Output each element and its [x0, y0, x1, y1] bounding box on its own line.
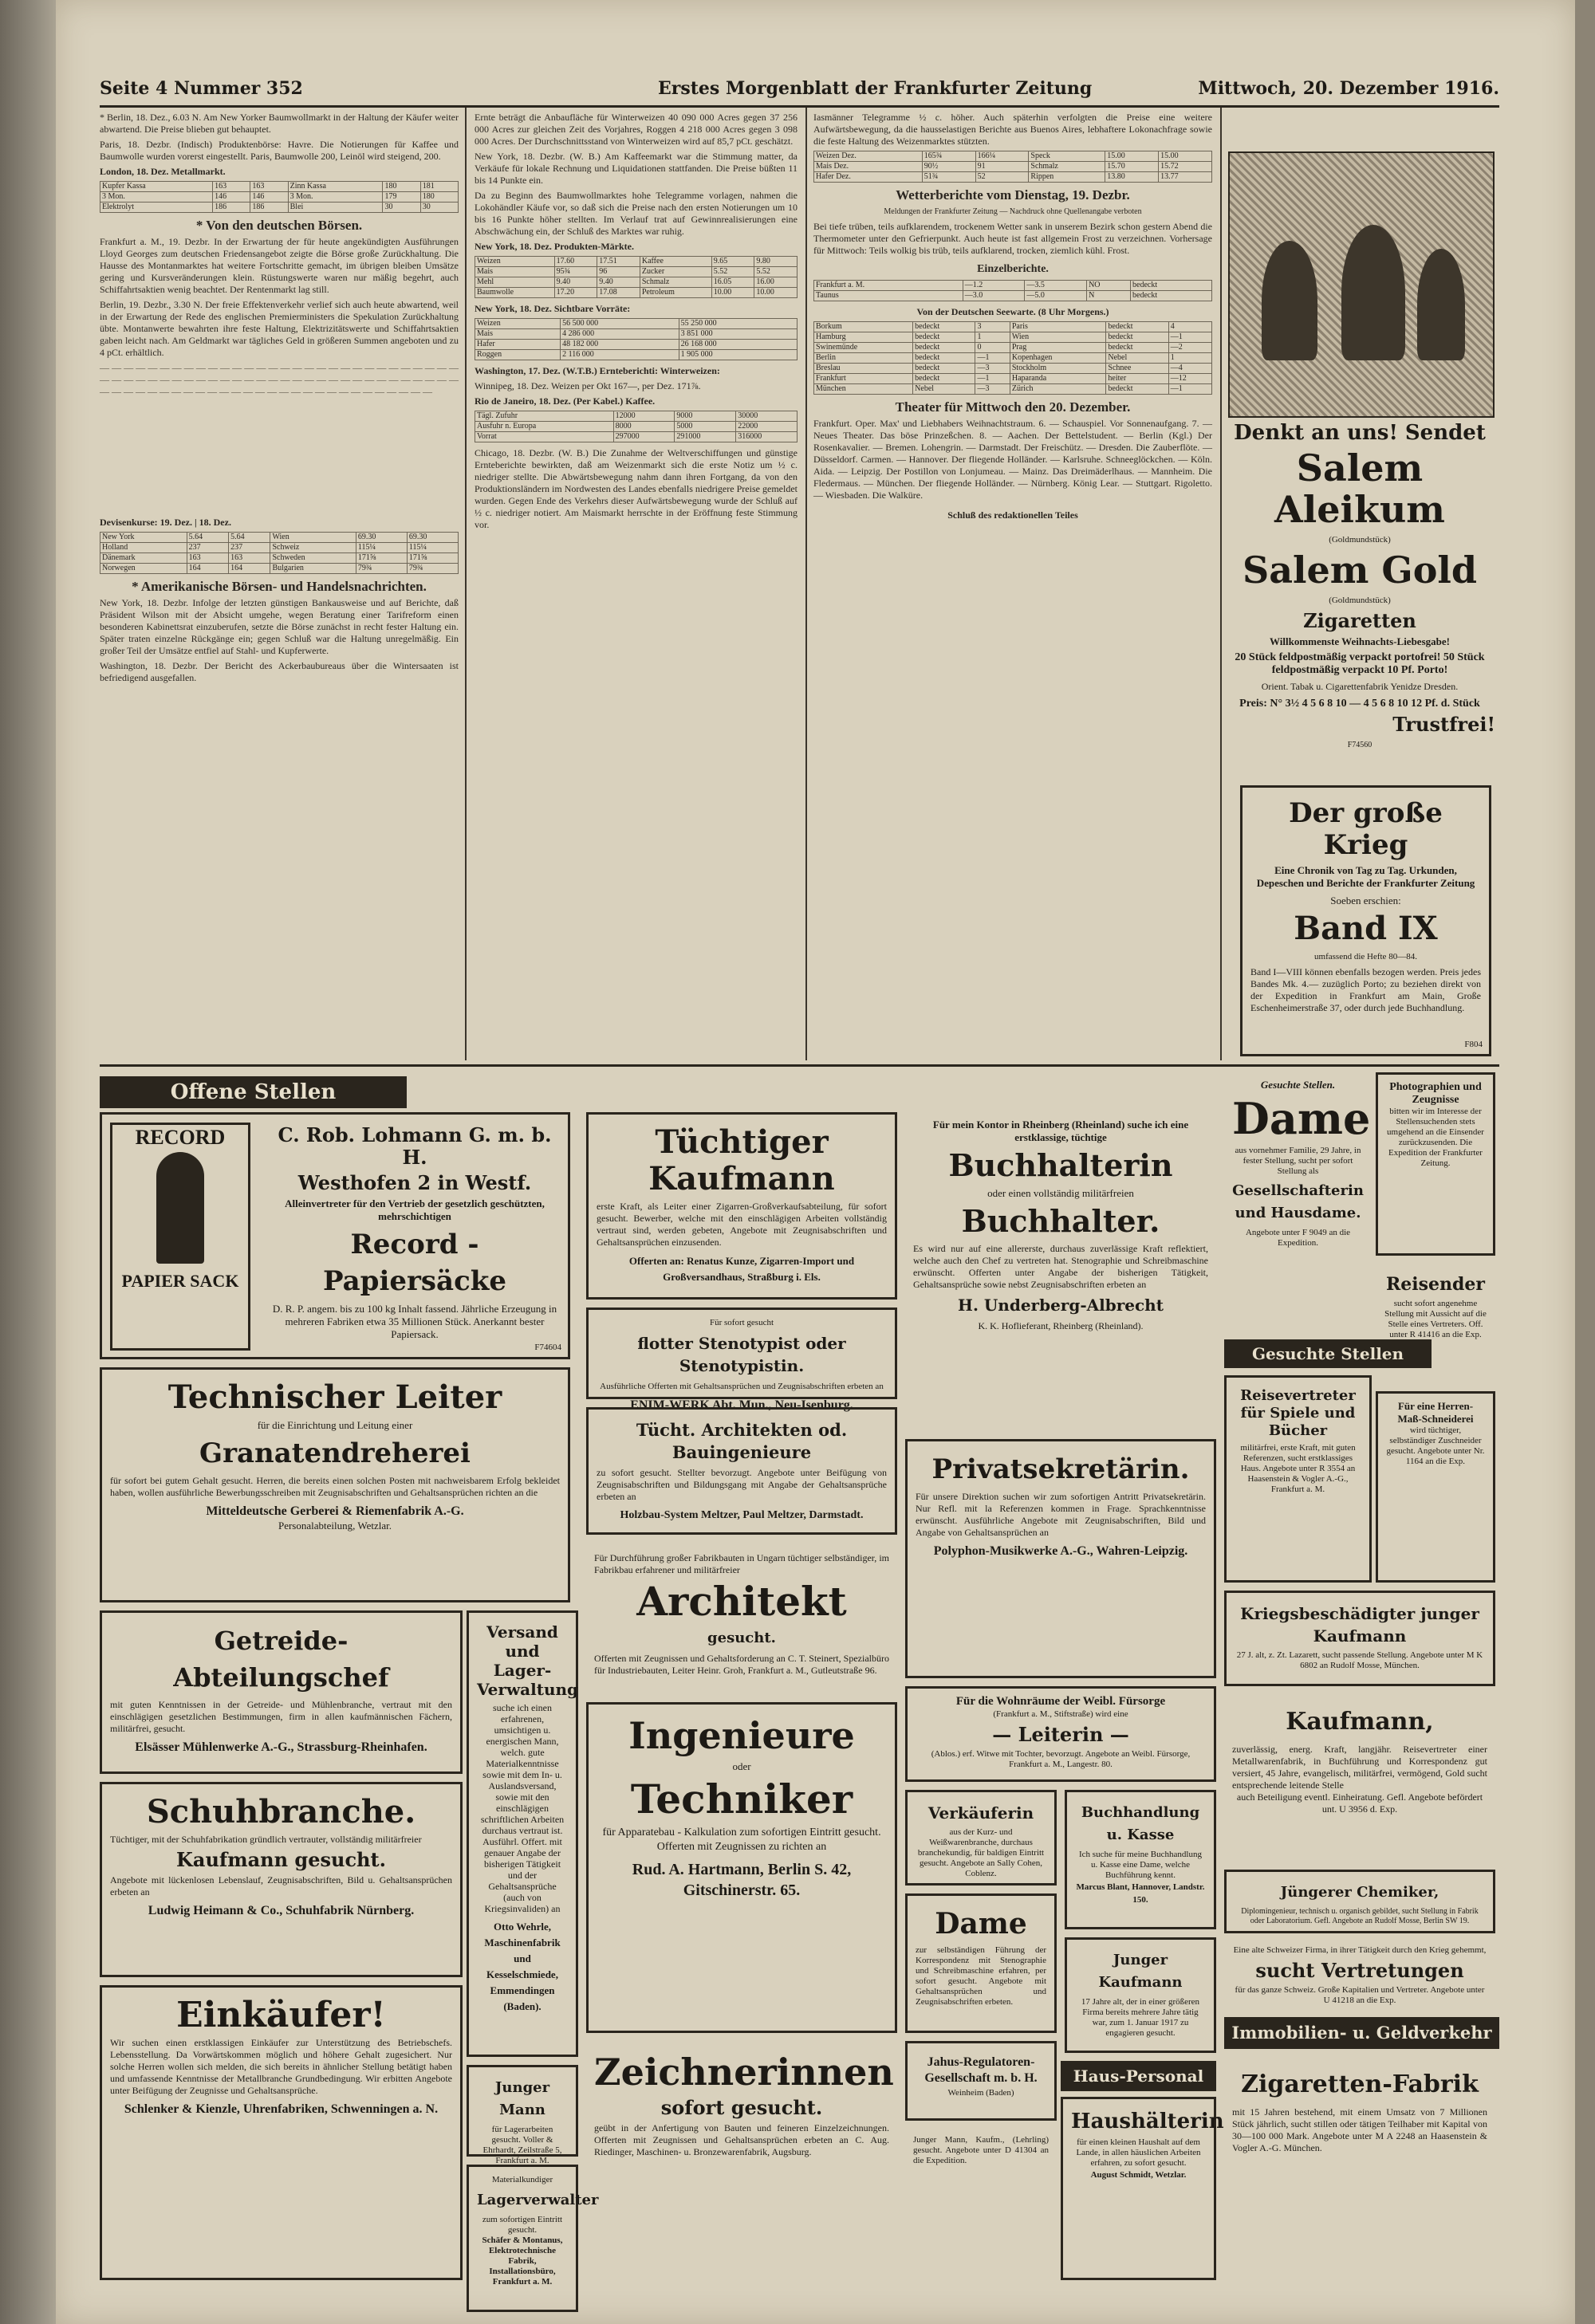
rio-heading: Rio de Janeiro, 18. Dez. (Per Kabel.) Kaffee.: [475, 395, 656, 407]
tech-leiter-big: Granatendreherei: [199, 1437, 471, 1469]
column-commodities: [475, 112, 798, 1060]
ad-einkaeufer: [100, 1985, 463, 2280]
salem-brand-2: Salem Gold: [1242, 549, 1478, 592]
filler-text: — — — — — — — — — — — — — — — — — — — — — — — — — — — — — — — — — — — — — — — — — — — — — — — — — — — — — — — — — — — — — — — — — — — — — — — — — — — — — — — — — — — — — — — —: [100, 362, 459, 397]
ingenieure-firm: Rud. A. Hartmann, Berlin S. 42, Gitschinerstr. 65.: [632, 1861, 852, 1899]
column-rule: [465, 108, 467, 1060]
buchh-title: Buchhalterin: [948, 1147, 1173, 1183]
lagerverw-text: zum sofortigen Eintritt gesucht.: [482, 2215, 563, 2235]
zigaretten-text: mit 15 Jahren bestehend, mit einem Umsatz von 7 Millionen Stück jährlich, sucht stillen oder tätigen Teilhaber mit Kapital von 30—100 000 Mark. Angebote unter M A 2248 an Haasenstein & Vogler A.-G. München.: [1232, 2106, 1487, 2153]
tech-leiter-firm: Mitteldeutsche Gerberei & Riemenfabrik A.-G.: [206, 1504, 464, 1518]
tech-leiter-title: Technischer Leiter: [167, 1378, 502, 1416]
record-firm: C. Rob. Lohmann G. m. b. H.: [278, 1123, 552, 1169]
kaufmann-right-text2: auch Beteiligung eventl. Einheiratung. Gefl. Angebote befördert unt. U 3956 d. Exp.: [1236, 1791, 1483, 1815]
tuechtiger-text: erste Kraft, als Leiter einer Zigarren-Großverkaufsabteilung, für sofort gesucht. Bewerber, welche mit den einschlägigen Arbeiten vollständig vertraut sind, werden gebeten, Angebote mit Zeugnisabschriften und Gehaltsansprüchen einzusenden.: [597, 1201, 887, 1248]
article-paris: Paris, 18. Dezbr. (Indisch) Produktenbörse: Havre. Die Notierungen für Kaffee und Baumwolle wurden vorerst eingestellt. Paris, Baumwolle 200, Leinöl wird steigend, 200.: [100, 139, 459, 162]
einkaeufer-title: Einkäufer!: [176, 1995, 386, 2035]
schuh-text: Tüchtiger, mit der Schuhfabrikation gründlich vertrauter, vollständig militärfreier: [110, 1834, 422, 1845]
chemiker-text: Diplomingenieur, technisch u. organisch gebildet, sucht Stellung in Fabrik oder Laboratorium. Gefl. Angebote an Rudolf Mosse, Berlin SW 19.: [1241, 1907, 1479, 1925]
buchhandlung-title: Buchhandlung u. Kasse: [1081, 1804, 1200, 1843]
ad-herrenmass: [1376, 1391, 1495, 1583]
dame-right-text: aus vornehmer Familie, 29 Jahre, in fester Stellung, sucht per sofort Stellung als: [1235, 1146, 1361, 1176]
vertretungen-title: sucht Vertretungen: [1255, 1959, 1464, 1982]
krieg-info: umfassend die Hefte 80—84.: [1314, 952, 1417, 961]
tuechtiger-firm: Offerten an: Renatus Kunze, Zigarren-Import und Großversandhaus, Straßburg i. Els.: [628, 1255, 855, 1283]
verkaeuferin-title: Verkäuferin: [927, 1803, 1034, 1823]
tech-leiter-text: für sofort bei gutem Gehalt gesucht. Herren, die bereits einen solchen Posten mit nachweisbarem Erfolg bekleidet haben, wollen ausführliche Bewerbungsschreiben mit Zeugnisabschriften und Gehaltsansprüchen richten an die: [110, 1475, 560, 1498]
column-weather-theater: [813, 112, 1212, 1060]
column-markets: [100, 112, 459, 1060]
stenotyp-title: flotter Stenotypist oder Stenotypistin.: [637, 1334, 846, 1375]
kaufmann-right-title: Kaufmann,: [1286, 1708, 1434, 1736]
zeichner-sub: sofort gesucht.: [660, 2096, 823, 2119]
haushaelterin-title: Haushälterin: [1071, 2110, 1224, 2133]
zeichner-text: geübt in der Anfertigung von Bauten und feineren Einzelzeichnungen. Offerten mit Zeugnissen und Gehaltsansprüchen erbeten an C. Aug. Riedinger, Maschinen- u. Bronzewarenfabrik, Augsburg.: [594, 2122, 889, 2157]
lehrling-title: Junger Kaufmann: [1098, 1952, 1183, 1991]
architekt1-title: Tücht. Architekten od. Bauingenieure: [636, 1420, 848, 1462]
chemiker-title: Jüngerer Chemiker,: [1280, 1884, 1439, 1901]
vertretungen-pre: Eine alte Schweizer Firma, in ihrer Tätigkeit durch den Krieg gehemmt,: [1233, 1945, 1487, 1955]
page-header: [100, 73, 1499, 108]
ad-jahus: [905, 2041, 1057, 2121]
haushaelterin-text: für einen kleinen Haushalt auf dem Lande, in allen häuslichen Arbeiten erfahren, zu sofort gesucht.: [1076, 2137, 1201, 2168]
ad-kaufmann-right: [1224, 1694, 1495, 1866]
weather-table-local: Frankfurt a. M. —1.2 —3.5 NO bedeckt Taunus —3.0 —5.0 N bedeckt: [813, 280, 1212, 301]
lehrling-text: 17 Jahre alt, der in einer größeren Firma bereits mehrere Jahre tätig war, zum 1. Januar 1917 zu engagieren gesucht.: [1081, 1997, 1200, 2038]
ad-versand: [467, 1610, 578, 2057]
ad-haushaelterin: [1061, 2097, 1224, 2280]
article-newyork: New York, 18. Dezbr. Infolge der letzten günstigen Bankausweise und auf Berichte, daß Präsident Wilson mit der Absicht umgehe, wegen Beratung einer Tarifreform einen besonderen Kabinettsrat einzuberufen, setzte die Börse zunächst in recht fester Haltung ein. Später traten einzelne Rückgänge ein; gegen Schluß war die Haltung unregelmäßig. Ein großer Teil der Umsätze entfiel auf Stahl- und Kupferwerte.: [100, 597, 459, 656]
editorial-end: Schluß des redaktionellen Teiles: [947, 509, 1078, 521]
privat-title: Privatsekretärin.: [931, 1453, 1190, 1485]
salem-slogan: Willkommenste Weihnachts-Liebesgabe!: [1270, 635, 1450, 647]
dame-mid-text: zur selbständigen Führung der Korrespondenz mit Stenographie und Schreibmaschine erfahren, per sofort gesucht. Angebote mit Gehaltsansprüchen und Zeugnisabschriften erbeten.: [916, 1945, 1046, 2007]
ad-getreide: [100, 1610, 463, 1774]
london-metal-table: Kupfer Kassa 163 163 Zinn Kassa 180 181 3 Mon. 146 146 3 Mon. 179 180 Elektrolyt 186 186 Blei 30 30: [100, 181, 459, 213]
salem-brand-2-sub: (Goldmundstück): [1329, 596, 1391, 605]
architekt2-text: Offerten mit Zeugnissen und Gehaltsforderung an C. T. Steinert, Spezialbüro für Industriebauten, Leiter Heinr. Groh, Frankfurt a. M., Gutleutstraße 96.: [594, 1653, 889, 1676]
article-berlin-cotton: * Berlin, 18. Dez., 6.03 N. Am New Yorker Baumwollmarkt in der Haltung der Käufer weiter abwartend. Die Preise blieben gut behauptet.: [100, 112, 459, 135]
weather-subheading: Meldungen der Frankfurter Zeitung — Nachdruck ohne Quellenangabe verboten: [884, 207, 1142, 216]
ad-technischer-leiter: [100, 1367, 570, 1602]
einkaeufer-firm: Schlenker & Kienzle, Uhrenfabriken, Schwenningen a. N.: [124, 2102, 439, 2116]
architekt2-title: Architekt: [636, 1578, 847, 1625]
ad-zigaretten-fabrik: [1224, 2057, 1495, 2184]
weather-table-stations: Borkum bedeckt 3 Paris bedeckt 4 Hamburg bedeckt 1 Wien bedeckt —1 Swinemünde bedeckt 0 Prag bedeckt —2 Berlin bedeckt —1 Kopenhagen Nebel 1 Breslau bedeckt —3 Stockholm Schnee —4 Frankfurt bedeckt —1 Haparanda heiter —12 München Nebel —3 Zürich bedeckt —1: [813, 321, 1212, 395]
ad-stenotypist: [586, 1307, 897, 1412]
column-rule: [1220, 108, 1222, 1060]
dame-right-text2: Angebote unter F 9049 an die Expedition.: [1245, 1228, 1351, 1248]
buchh-text: Es wird nur auf eine allererste, durchaus zuverlässige Kraft reflektiert, welche auch den Chef zu vertreten hat. Stenographie und Schreibmaschine erwünscht. Offerten unter Angabe der bisherigen Tätigkeit, Gehaltsansprüche sowie nebst Zeugnisabschriften erbeten an: [913, 1243, 1208, 1290]
reisevertr-title: Reisevertreter für Spiele und Bücher: [1240, 1387, 1356, 1439]
versand-title: Versand und Lager-Verwaltung: [477, 1622, 579, 1699]
ad-junger-kaufmann: [1065, 1937, 1216, 2053]
reisender-title: Reisender: [1386, 1274, 1485, 1295]
herrenmass-text: wird tüchtiger, selbständiger Zuschneider gesucht. Angebote unter Nr. 1164 an die Exp.: [1386, 1425, 1485, 1466]
article-cotton: Da zu Beginn des Baumwollmarktes hohe Telegramme vorlagen, nahmen die Lokohändler Käufe vor, so daß sich die Preise nach den ersten Notierungen um 10 bis 16 Punkte höher stellten. Im Verlauf trat auf Gewinnrealisierungen eine Abschwächung ein, der Schluß des Marktes war ruhig.: [475, 190, 798, 237]
krieg-new: Soeben erschien:: [1330, 895, 1401, 906]
tech-leiter-city: Personalabteilung, Wetzlar.: [278, 1520, 392, 1532]
newspaper-title: Erstes Morgenblatt der Frankfurter Zeitung: [658, 78, 1093, 99]
kaufmann-right-text: zuverlässig, energ. Kraft, langjähr. Reisevertreter einer Metallwarenfabrik, in Buchführung und Korrespondenz gut versiert, 45 Jahre, evangelisch, militärfrei, vermögend, Gold sucht entsprechende leitende Stelle: [1232, 1744, 1487, 1791]
jahus-city: Weinheim (Baden): [947, 2088, 1014, 2098]
buchh-pre: Für mein Kontor in Rheinberg (Rheinland) suche ich eine erstklassige, tüchtige: [932, 1119, 1189, 1143]
salem-code: F74560: [1347, 741, 1372, 749]
tuechtiger-title: Tüchtiger Kaufmann: [648, 1123, 835, 1197]
buchh-oder: oder einen vollständig militärfreien: [987, 1187, 1134, 1199]
privat-text: Für unsere Direktion suchen wir zum sofortigen Antritt Privatsekretärin. Nur Refl. mit la Referenzen kommen in Frage. Sprachkenntnisse erwünscht. Ausführliche Angebote mit Zeugnisabschriften, Bild und Angabe von Gehaltsansprüchen an: [916, 1491, 1206, 1538]
page-number: Seite 4 Nummer 352: [100, 78, 303, 99]
rio-coffee-table: Tägl. Zufuhr 12000 9000 30000 Ausfuhr n. Europa 8000 5000 22000 Vorrat 297000 291000 316000: [475, 411, 798, 442]
getreide-text: mit guten Kenntnissen in der Getreide- und Mühlenbranche, vertraut mit den einschlägigen gesetzlichen Bestimmungen, firm in allen kaufmännischen Fächern, militärfrei, gesucht.: [110, 1699, 452, 1734]
buchhandlung-text: Ich suche für meine Buchhandlung u. Kasse eine Dame, welche Buchführung kennt.: [1079, 1850, 1202, 1880]
kriegsbesch-title: Kriegsbeschädigter junger Kaufmann: [1240, 1604, 1479, 1646]
london-metal-heading: London, 18. Dez. Metallmarkt.: [100, 166, 226, 177]
single-reports-heading: Einzelberichte.: [977, 263, 1049, 275]
ad-reisender: [1376, 1264, 1495, 1383]
salem-brand-1-sub: (Goldmundstück): [1329, 535, 1391, 545]
grain-table: Weizen Dez. 165¾ 166¼ Speck 15.00 15.00 Mais Dez. 90½ 91 Schmalz 15.70 15.72 Hafer Dez. 51¾ 52 Rippen 13.80 13.77: [813, 151, 1212, 183]
kriegsbesch-text: 27 J. alt, z. Zt. Lazarett, sucht passende Stellung. Angebote unter M K 6802 an Rudolf Mosse, München.: [1236, 1650, 1483, 1670]
buchh-firm: H. Underberg-Albrecht: [958, 1296, 1164, 1315]
ingenieure-title: Ingenieure: [628, 1714, 855, 1757]
section-german-exchanges: * Von den deutschen Börsen.: [195, 218, 363, 233]
ad-privatsekretaerin: [905, 1439, 1216, 1678]
article-harvest: Ernte beträgt die Anbaufläche für Winterweizen 40 090 000 Acres gegen 37 256 000 Acres zur gleichen Zeit des Vorjahres, Roggen 4 218 000 Acres gegen 3 098 000 Acres. Der Durchschnittsstand von Winterweizen wird auf 85,7 pCt. geschätzt.: [475, 112, 798, 147]
ad-architekten: [586, 1407, 897, 1535]
weather-text: Bei tiefe trüben, teils aufklarendem, trockenem Wetter sank in unserem Bezirk schon gestern Abend die Thermometer unter den Gefrierpunkt. Auch heute ist fast allgemein Frost zu verzeichnen. Vorhersage für Mittwoch: Teils wolkig bis trüb, teils aufklarend, trocken, ziemlich kühl. Frost.: [813, 221, 1212, 256]
reisevertr-text: militärfrei, erste Kraft, mit guten Referenzen, sucht erstklassiges Haus. Angebote unter R 3554 an Haasenstein & Vogler A.-G., Frankfurt a. M.: [1240, 1443, 1356, 1494]
buchh-title2: Buchhalter.: [961, 1203, 1160, 1239]
section-american-exchanges: * Amerikanische Börsen- und Handelsnachrichten.: [132, 579, 427, 594]
ad-architekt: [586, 1543, 897, 1694]
fuersorge-big: — Leiterin —: [992, 1723, 1129, 1746]
devisen-heading: Devisenkurse: 19. Dez. | 18. Dez.: [100, 517, 231, 528]
schuh-text2: Angebote mit lückenlosen Lebenslauf, Zeugnisabschriften, Bild u. Gehaltsansprüchen erbeten an: [110, 1874, 452, 1897]
visible-supply-table: Weizen 56 500 000 55 250 000 Mais 4 286 000 3 851 000 Hafer 48 182 000 26 168 000 Roggen 2 116 000 1 905 000: [475, 318, 798, 360]
article-frankfurt: Frankfurt a. M., 19. Dezbr. In der Erwartung der für heute angekündigten Ausführungen Lloyd Georges zum deutschen Friedensangebot zeigte die Börse große Zurückhaltung. Die Hausse des Montanmarktes hat weitere Fortschritte gemacht, im übrigen bleiben Umsätze gering und Kursveränderungen klein. Rüstungswerte waren nur mäßig begehrt, auch Schiffahrtsaktien wenig beachtet. Der Rentenmarkt lag still.: [100, 236, 459, 295]
privat-firm: Polyphon-Musikwerke A.-G., Wahren-Leipzig.: [933, 1544, 1188, 1558]
header-immobilien: Immobilien- u. Geldverkehr: [1224, 2017, 1499, 2049]
worker-figure-icon: [156, 1152, 204, 1264]
ad-kriegsbeschaedigter: [1224, 1591, 1495, 1686]
ad-salem-aleikum: [1224, 419, 1495, 769]
header-offene-stellen: Offene Stellen: [100, 1076, 407, 1108]
salem-trustfrei: Trustfrei!: [1392, 713, 1495, 736]
ad-chemiker: [1224, 1870, 1495, 1933]
zigaretten-title: Zigaretten-Fabrik: [1241, 2070, 1479, 2098]
buchh-firm2: K. K. Hoflieferant, Rheinberg (Rheinland).: [978, 1320, 1144, 1331]
salem-pack: 20 Stück feldpostmäßig verpackt portofrei! 50 Stück feldpostmäßig verpackt 10 Pf. Porto!: [1235, 651, 1485, 676]
ad-reisevertreter: [1224, 1375, 1372, 1583]
ad-zeichnerinnen: [586, 2041, 897, 2280]
salem-brand-1: Salem Aleikum: [1274, 446, 1445, 531]
getreide-title: Getreide-Abteilungschef: [173, 1626, 389, 1693]
architekt2-pre: Für Durchführung großer Fabrikbauten in Ungarn tüchtiger selbständiger, im Fabrikbau erfahrener und militärfreier: [594, 1552, 889, 1575]
ad-weibliche-fuersorge: [905, 1686, 1216, 1782]
dame-right-big: Gesellschafterin und Hausdame.: [1232, 1182, 1364, 1221]
mann-text: Junger Mann, Kaufm., (Lehrling) gesucht. Angebote unter D 41304 an die Expedition.: [913, 2135, 1049, 2165]
devisen-table: New York 5.64 5.64 Wien 69.30 69.30 Holland 237 237 Schweiz 115¼ 115¼ Dänemark 163 163 Schweden 171⅝ 171⅝ Norwegen 164 164 Bulgarien 79¾ 79¾: [100, 532, 459, 574]
getreide-firm: Elsässer Mühlenwerke A.-G., Strassburg-Rheinhafen.: [135, 1740, 427, 1754]
ingenieure-oder: oder: [732, 1760, 751, 1772]
krieg-title: Der große Krieg: [1289, 797, 1443, 861]
krieg-code: F804: [1464, 1040, 1483, 1049]
krieg-text: Band I—VIII können ebenfalls bezogen werden. Preis jedes Bandes Mk. 4.— zuzüglich Porto; zu beziehen direkt von der Expedition in Frankfurt am Main, Große Eschenheimerstraße 37, oder durch jede Buchhandlung.: [1250, 966, 1481, 1013]
versand-text: suche ich einen erfahrenen, umsichtigen u. energischen Mann, welch. gute Materialkenntnisse sowie mit dem In- u. Auslandsversand, sowie mit den einschlägigen schriftlichen Arbeiten durchaus vertraut ist. Ausführl. Offert. mit genauer Angabe der bisherigen Tätigkeit und der Gehaltsansprüche (auch von Kriegsinvaliden) an: [480, 1702, 565, 1914]
record-logo-bottom: PAPIER SACK: [121, 1271, 239, 1291]
krieg-band: Band IX: [1294, 910, 1438, 947]
ad-dame-gesellschafterin: [1224, 1072, 1372, 1335]
ingenieure-text: für Apparatebau - Kalkulation zum sofortigen Eintritt gesucht. Offerten mit Zeugnissen zu richten an: [602, 1827, 881, 1853]
record-text: Alleinvertreter für den Vertrieb der gesetzlich geschützten, mehrschichtigen: [285, 1197, 545, 1222]
ad-vertretungen: [1224, 1937, 1495, 2013]
salem-price: Preis: N° 3½ 4 5 6 8 10 — 4 5 6 8 10 12 Pf. d. Stück: [1239, 698, 1480, 710]
schuh-mid: Kaufmann gesucht.: [176, 1848, 386, 1871]
ad-dame-korrespondenz: [905, 1893, 1057, 2033]
fuersorge-text: (Ablos.) erf. Witwe mit Tochter, bevorzugt. Angebote an Weibl. Fürsorge, Frankfurt a. M., Langestr. 80.: [931, 1749, 1191, 1769]
book-binding: [0, 0, 56, 2324]
photo-title: Photographien und Zeugnisse: [1389, 1081, 1482, 1106]
fuersorge-sub: (Frankfurt a. M., Stiftstraße) wird eine: [993, 1709, 1128, 1719]
ad-record-papiersack: [100, 1112, 570, 1359]
ad-photographien: [1376, 1072, 1495, 1256]
photo-text: bitten wir im Interesse der Stellensuchenden stets umgehend an die Einsender zurückzusenden. Die Expedition der Frankfurter Zeitung.: [1387, 1107, 1484, 1168]
ingenieure-title2: Techniker: [630, 1775, 853, 1823]
section-divider: [100, 1064, 1499, 1067]
page-edge: [1575, 0, 1595, 2324]
ad-der-grosse-krieg: [1240, 785, 1491, 1056]
architekt2-sub: gesucht.: [707, 1630, 776, 1646]
schuh-title: Schuhbranche.: [146, 1793, 416, 1830]
record-logo: [110, 1123, 250, 1351]
dame-mid-title: Dame: [935, 1907, 1027, 1941]
issue-date: Mittwoch, 20. Dezember 1916.: [1198, 78, 1499, 99]
products-table: Weizen 17.60 17.51 Kaffee 9.65 9.80 Mais 95¾ 96 Zucker 5.52 5.52 Mehl 9.40 9.40 Schmalz 16.05 16.00 Baumwolle 17.20 17.08 Petroleum 10.00 10.00: [475, 256, 798, 298]
salem-tagline: Denkt an uns! Sendet: [1234, 421, 1486, 445]
architekt1-firm: Holzbau-System Meltzer, Paul Meltzer, Darmstadt.: [620, 1509, 864, 1521]
verkaeuferin-text: aus der Kurz- und Weißwarenbranche, durchaus branchekundig, für baldigen Eintritt gesucht. Angebote an Sally Cohen, Coblenz.: [917, 1827, 1045, 1878]
article-washington: Washington, 18. Dezbr. Der Bericht des Ackerbaubureaus über die Wintersaaten ist befriedigend ausgefallen.: [100, 660, 459, 683]
theater-heading: Theater für Mittwoch den 20. Dezember.: [895, 399, 1131, 415]
header-gesuchte-stellen-2: Gesuchte Stellen: [1224, 1339, 1432, 1368]
schuh-firm: Ludwig Heimann & Co., Schuhfabrik Nürnberg.: [148, 1904, 415, 1917]
stenotyp-pre: Für sofort gesucht: [709, 1318, 774, 1327]
stenotyp-text: Ausführliche Offerten mit Gehaltsansprüchen und Zeugnisabschriften erbeten an: [600, 1382, 884, 1391]
theater-listings: Frankfurt. Oper. Max' und Liebhabers Weihnachtstraum. 6. — Schauspiel. Vor Sonnenaufgang. 7. — Neues Theater. Das böse Prinzeßchen. 8. — Aachen. Der Bettelstudent. — Berlin (Kgl.) Der Rosenkavalier. — Bremen. Lohengrin. — Darmstadt. Der Freischütz. — Dresden. Die Zauberflöte. — Düsseldorf. Carmen. — Hannover. Der fliegende Holländer. — Karlsruhe. Schneeglöckchen. — Köln. Aida. — Leipzig. Der Postillon von Lonjumeau. — Mainz. Das Dreimäderlhaus. — Mannheim. Die Fledermaus. — München. Der fliegende Holländer. — Nürnberg. König Lear. — Stuttgart. Rigoletto. — Wiesbaden. Die Walküre.: [813, 418, 1212, 501]
herrenmass-title: Für eine Herren-Maß-Schneiderei: [1397, 1400, 1474, 1425]
visible-supply-heading: New York, 18. Dez. Sichtbare Vorräte:: [475, 303, 631, 314]
gesuchte-stellen-heading: Gesuchte Stellen.: [1260, 1079, 1336, 1091]
weather-heading: Wetterberichte vom Dienstag, 19. Dezbr.: [896, 187, 1130, 203]
reisender-text: sucht sofort angenehme Stellung mit Aussicht auf die Stelle eines Vertreters. Off. unter R 41416 an die Exp.: [1384, 1299, 1487, 1339]
buchhandlung-firm: Marcus Blant, Hannover, Landstr. 150.: [1076, 1882, 1205, 1905]
salem-word: Zigaretten: [1303, 609, 1416, 632]
header-haus-personal: Haus-Personal: [1061, 2061, 1216, 2091]
ad-schuhbranche: [100, 1782, 463, 1977]
record-code: F74604: [534, 1343, 561, 1352]
salem-firm: Orient. Tabak u. Cigarettenfabrik Yenidze Dresden.: [1261, 681, 1459, 692]
soldiers-illustration: [1228, 151, 1495, 418]
stenotyp-firm: ENIM-WERK Abt. Mun., Neu-Isenburg.: [630, 1398, 853, 1412]
jahus-title: Jahus-Regulatoren-Gesellschaft m. b. H.: [924, 2055, 1038, 2085]
article-berlin: Berlin, 19. Dezbr., 3.30 N. Der freie Effektenverkehr verlief sich auch heute abwartend, weil in der Erwartung der Rede des englischen Premierministers die Spekulation Zurückhaltung übte. Montanwerte bewahrten ihre feste Haltung, Elektrizitätswerte und Schiffahrtsaktien gaben leicht nach. Am Geldmarkt war tägliches Geld in größeren Summen angeboten und zu 4 pCt. erhältlich.: [100, 299, 459, 358]
krieg-subtitle: Eine Chronik von Tag zu Tag. Urkunden, Depeschen und Berichte der Frankfurter Zeitung: [1256, 864, 1475, 889]
ad-underberg: [905, 1112, 1216, 1351]
fuersorge-title: Für die Wohnräume der Weibl. Fürsorge: [955, 1695, 1166, 1708]
record-city: Westhofen 2 in Westf.: [297, 1171, 532, 1194]
article-chicago: Chicago, 18. Dezbr. (W. B.) Die Zunahme der Weltverschiffungen und günstige Ernteberichte bewirkten, daß am Weizenmarkt sich die erste Notiz um ½ c. niedriger stellte. Die Abwärtsbewegung nahm dann ihren Fortgang, da von den Produktionsländern im Nordwesten des Landes ebenfalls niedrigere Preise gemeldet wurden. Gegen Ende des Verkehrs dieser Aufwärtsbewegung wurde der Schluß auf ½ c. niedriger notiert. Am Maismarkt herrschte in der Eröffnung feste Stimmung vor.: [475, 447, 798, 530]
ad-junger-mann: [467, 2065, 578, 2165]
record-patent: D. R. P. angem. bis zu 100 kg Inhalt fassend. Jährliche Erzeugung in mehreren Fabriken etwa 35 Millionen Stück. Anerkannt bester Papiersack.: [272, 1303, 557, 1340]
ad-junger-mann-2: [905, 2129, 1057, 2220]
products-heading: New York, 18. Dez. Produkten-Märkte.: [475, 241, 634, 252]
zeichner-title: Zeichnerinnen: [594, 2051, 894, 2094]
column-rule: [805, 108, 807, 1060]
record-logo-top: RECORD: [135, 1126, 226, 1149]
junger-text: für Lagerarbeiten gesucht. Voller & Ehrhardt, Zeilstraße 5, Frankfurt a. M.: [482, 2125, 562, 2165]
haushaelterin-firm: August Schmidt, Wetzlar.: [1090, 2170, 1187, 2180]
lagerverw-firm: Schäfer & Montanus, Elektrotechnische Fabrik, Installationsbüro, Frankfurt a. M.: [482, 2236, 563, 2287]
ad-tuechtiger-kaufmann: [586, 1112, 897, 1300]
seewarte-heading: Von der Deutschen Seewarte. (8 Uhr Morgens.): [916, 306, 1109, 317]
record-title: Record - Papiersäcke: [323, 1229, 506, 1297]
article-coffee-ny: New York, 18. Dezbr. (W. B.) Am Kaffeemarkt war die Stimmung matter, da Verkäufe für lokale Rechnung und Liquidationen stattfanden. Die Preise büßten 11 bis 14 Punkte ein.: [475, 151, 798, 186]
dame-right-title: Dame: [1232, 1093, 1371, 1144]
article-grain-cont: Iasmänner Telegramme ½ c. höher. Auch späterhin verfolgten die Preise eine weitere Aufwärtsbewegung, da die hausselastigen Berichte aus Buenos Aires, lebhaftere Lokonachfrage sowie die feste Haltung des Weizenmarktes stützten.: [813, 112, 1212, 147]
washington-report-heading: Washington, 17. Dez. (W.T.B.) Ernteberichti: Winterweizen:: [475, 365, 720, 376]
ad-lagerverwalter: [467, 2165, 599, 2312]
versand-firm: Otto Wehrle, Maschinenfabrik und Kesselschmiede, Emmendingen (Baden).: [484, 1921, 561, 2012]
ad-buchhandlung: [1065, 1790, 1216, 1929]
tech-leiter-sub: für die Einrichtung und Leitung einer: [257, 1419, 413, 1431]
ad-ingenieure: [586, 1702, 897, 2033]
einkaeufer-text: Wir suchen einen erstklassigen Einkäufer zur Unterstützung des Betriebschefs. Lebensstellung. Da Vorwärtskommen möglich und höhere Gehalt zugesichert. Nur solche Herren wollen sich melden, die sich bereits in ähnlicher Stellung betätigt haben und umfassende Kenntnisse der Metallbranche Grundbedingung. Wir erbitten Angebote unter Beifügung der Zeugnisse und Gehaltsansprüche.: [110, 2037, 452, 2096]
winnipeg-line: Winnipeg, 18. Dez. Weizen per Okt 167—, per Dez. 171⅞.: [475, 380, 701, 391]
ad-verkaeuferin: [905, 1790, 1057, 1886]
lagerverw-top: Materialkundiger: [491, 2175, 553, 2184]
junger-title: Junger Mann: [494, 2079, 550, 2118]
lagerverw-title: Lagerverwalter: [477, 2192, 599, 2208]
vertretungen-text: für das ganze Schweiz. Große Kapitalien und Vertreter. Angebote unter U 41218 an die Exp.: [1235, 1985, 1485, 2005]
architekt1-text: zu sofort gesucht. Stellter bevorzugt. Angebote unter Beifügung von Zeugnisabschriften und Bildungsgang mit Angabe der Gehaltsansprüche erbeten an: [597, 1467, 887, 1502]
